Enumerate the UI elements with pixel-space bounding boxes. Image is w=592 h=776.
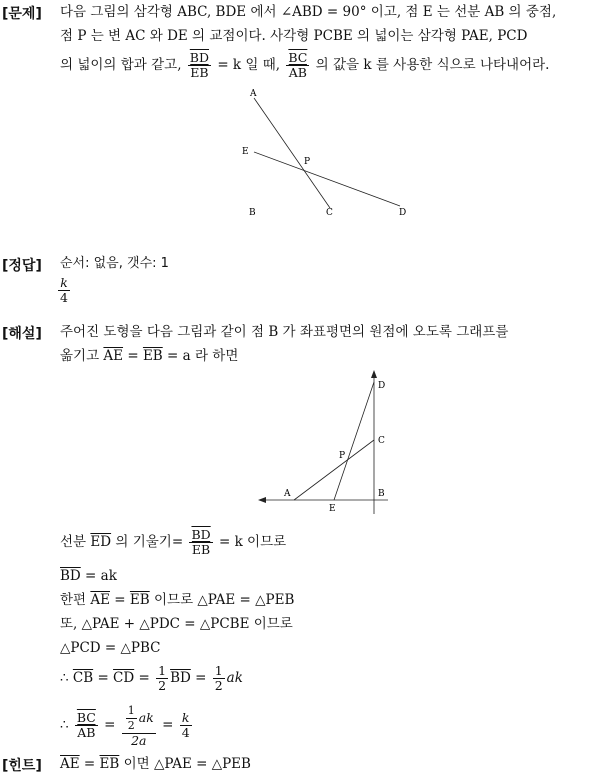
solution-line-1: 주어진 도형을 다음 그림과 같이 점 B 가 좌표평면의 원점에 오도록 그래프를: [60, 324, 509, 340]
segment-ed: [334, 382, 374, 500]
y-axis-arrow: [371, 370, 377, 378]
solution-line-2: 옮기고 $\overline{AE} = \overline{EB} = a$ 라 하면: [60, 348, 239, 364]
solution-step-1: 선분 $\overline{ED}$ 의 기울기= $\frac{\overline{BD}}{EB}$ = k 이므로: [60, 527, 287, 557]
fraction-half: $\frac{1}{2}$: [158, 663, 167, 693]
problem-text: 의 값을 k 를 사용한 식으로 나타내어라.: [315, 57, 550, 73]
problem-text: = k 일 때,: [217, 57, 281, 73]
hint-label: [힌트]: [2, 758, 42, 774]
solution-step-2: $\overline{BD}$ = ak: [60, 568, 117, 584]
fraction-bc-ab: $\frac{\overline{BC}}{AB}$: [76, 710, 96, 740]
solution-step-3: 한편 $\overline{AE} = \overline{EB}$ 이므로 △PAE = △PEB: [60, 592, 295, 608]
solution-step-5: △PCD = △PBC: [60, 640, 161, 656]
label-p: P: [304, 157, 311, 167]
answer-text: 순서: 없음, 갯수: 1: [60, 256, 169, 271]
problem-line-3: [60, 48, 588, 82]
problem-text: 의 넓이의 합과 같고,: [60, 57, 182, 73]
label-e: E: [242, 147, 249, 157]
segment-ed: [254, 152, 400, 206]
label-d: D: [399, 208, 407, 218]
hint-text: $\overline{AE} = \overline{EB}$ 이면 △PAE = △PEB: [60, 756, 251, 772]
label-b: B: [249, 208, 256, 218]
problem-line-1: 다음 그림의 삼각형 ABC, BDE 에서 ∠ABD = 90° 이고, 점 E 는 선분 AB 의 중점,: [60, 4, 557, 20]
label-c: C: [378, 436, 385, 446]
solution-label: [해설]: [2, 326, 42, 342]
solution-figure: [254, 368, 394, 520]
solution-step-7: ∴ $\frac{\overline{BC}}{AB}$ = $\frac{1}{2}$ ak 2a = $\frac{k}{4}$: [60, 703, 190, 748]
label-a: A: [284, 489, 291, 499]
label-b: B: [378, 489, 385, 499]
label-p: P: [339, 451, 346, 461]
label-d: D: [378, 381, 386, 391]
fraction-complex: $\frac{1}{2}$ ak 2a: [122, 704, 156, 748]
solution-step-6: ∴ $\overline{CB} = \overline{CD}$ = $\frac{1}{2}$ $\overline{BD}$ = $\frac{1}{2}$ ak: [60, 663, 243, 693]
problem-line-2: 점 P 는 변 AC 와 DE 의 교점이다. 사각형 PCBE 의 넓이는 삼각형 PAE, PCD: [60, 28, 528, 44]
fraction-bc-ab: $\frac{\overline{BC}}{AB}$: [288, 50, 308, 80]
fraction-half: $\frac{1}{2}$: [214, 663, 223, 693]
segment-ac: [294, 440, 374, 500]
problem-label: [문제]: [2, 6, 42, 22]
answer-label: [정답]: [2, 258, 42, 274]
label-c: C: [326, 208, 333, 218]
x-axis-arrow: [258, 497, 266, 503]
segment-ac: [254, 98, 330, 208]
solution-step-4: 또, △PAE + △PDC = △PCBE 이므로: [60, 616, 293, 632]
problem-figure: [236, 84, 416, 224]
fraction-bd-eb: $\frac{\overline{BD}}{EB}$: [191, 527, 211, 557]
fraction-bd-eb: $\frac{\overline{BD}}{EB}$: [189, 50, 210, 80]
label-a: A: [250, 89, 257, 99]
label-e: E: [329, 504, 336, 514]
fraction-k-4: $\frac{k}{4}$: [181, 710, 190, 740]
answer-fraction: $\frac{k}{4}$: [60, 275, 68, 305]
